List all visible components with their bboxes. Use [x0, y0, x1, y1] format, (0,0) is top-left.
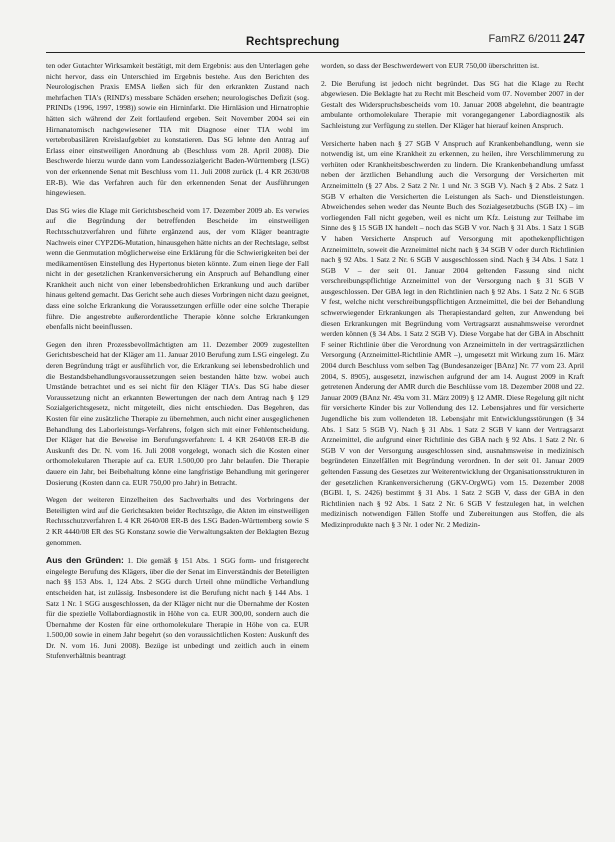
- page-header: [46, 28, 585, 53]
- paragraph: worden, so dass der Beschwerdewert von EUR 750,00 überschritten ist.: [321, 61, 540, 70]
- paragraph-gruende: [46, 555, 309, 662]
- paragraph: 2. Die Berufung ist jedoch nicht begründet. Das SG hat die Klage zu Recht abgewiesen. Die Beklagte hat zu Recht mit Bescheid vom 07. November 2007 in der Gestalt des Widerspruchsbescheids vom 10. Januar 2008 abgelehnt, die beantragte ambulante orthomolekulare Therapie mit vorangegangener Labordiagnostik als Sachleistung zur Verfügung zu stellen. Der Kläger hat hierauf keinen Anspruch.: [321, 78, 584, 130]
- gruende-heading: Aus den Gründen:: [46, 555, 124, 566]
- right-column: [321, 61, 584, 669]
- paragraph: Versicherte haben nach § 27 SGB V Anspruch auf Krankenbehandlung, wenn sie notwendig ist, um eine Krankheit zu erkennen, zu heilen, ihre Verschlimmerung zu verhüten oder Krankheitsbeschwerden zu lindern. Die Krankenbehandlung umfasst neben der ärztlichen Behandlung auch die Versorgung der Versicherten mit Arzneimitteln (§ 27 Abs. 2 Satz 2 Nr. 1 und Nr. 3 SGB V). Nach § 2 Abs. 2 Satz 1 SGB V erhalten die Versicherten die Leistungen als Sach- und Dienstleistungen. Abweichendes sehen weder das Neunte Buch des Sozialgesetzbuchs (SGB IX) – im vorliegenden Fall nicht gegeben, weil es nicht um Kfz. Leistung zur Teilhabe im Sinne des § 15 SGB IX handelt – noch das SGB V vor. Nach § 31 Abs. 1 Satz 1 SGB V haben Versicherte Anspruch auf Versorgung mit apothekenpflichtigen Arzneimitteln, soweit die Arzneimittel nicht nach § 34 SGB V oder durch Richtlinien nach § 92 Abs. 1 Satz 2 Nr. 6 SGB V ausgeschlossen sind. Nach § 34 Abs. 1 Satz 1 SGB V – der seit 01. Januar 2004 geltenden Fassung sind nicht verschreibungspflichtige Arzneimittel von der Versorgung nach § 31 SGB V ausgeschlossen. Der GBA legt in den Richtlinien nach § 92 Abs. 1 Satz 2 Nr. 6 SGB V fest, welche nicht verschreibungspflichtigen Arzneimittel, die bei der Behandlung schwerwiegender Erkrankungen als Therapiestandard gelten, zur Anwendung bei diesen Erkrankungen mit Begründung vom Vertragsarzt ausnahmsweise verordnet werden können (§ 34 Abs. 1 Satz 2 SGB V). Diese Vorgabe hat der GBA in Abschnitt F seiner Richtlinie über die Verordnung von Arzneimitteln in der vertragsärztlichen Versorgung (Arzneimittel-Richtlinie AMR –), umgesetzt mit Wirkung zum 16. März 2004 durch Beschluss vom selben Tag (Bundesanzeiger [BAnz] Nr. 77 vom 23. April 2004, S. 8905), ausgesetzt, inzwischen aufgrund der am 14. August 2009 in Kraft getretenen Änderung der AMR durch die Beschlüsse vom 18. Dezember 2008 und 22. Januar 2009 (BAnz Nr. 49a vom 31. März 2009) § 12 AMR. Diese Regelung gilt nicht für versicherte Kinder bis zur Vollendung des 12. Lebensjahres und für versicherte Jugendliche bis zum vollendeten 18. Lebensjahr mit Entwicklungsstörungen (§ 34 Abs. 1 Satz 5 SGB V). Nach § 31 Abs. 1 Satz 2 SGB V kann der Vertragsarzt Arzneimittel, die aufgrund einer Richtlinie des GBA nach § 92 Abs. 1 Satz 2 Nr. 6 SGB V von der Versorgung ausgeschlossen sind, ausnahmsweise in medizinisch begründeten Einzelfällen mit Begründung verordnen. In der seit 01. Januar 2009 geltenden Fassung des Gesetzes zur Weiterentwicklung der Organisationsstrukturen in der gesetzlichen Krankenversicherung (GKV-OrgWG) vom 15. Dezember 2008 (BGBl. I, S. 2426) bestimmt § 31 Abs. 1 Satz 2 SGB V, dass der GBA in den Richtlinien nach § 92 Abs. 1 Satz 2 Nr. 6 SGB V festzulegen hat, in welchen medizinisch notwendigen Fällen Stoffe und Zubereitungen aus Stoffen, die als Medizinprodukte nach § 3 Nr. 1 oder Nr. 2 Medizin-: [321, 138, 584, 529]
- paragraph: ten oder Gutachter Wirksamkeit bestätigt, mit dem Ergebnis: aus den Unterlagen gehe nicht hervor, dass ein Unterschied im Ergebnis bestehe. Aus den Berichten des Neurologischen Praxis EMSA ließen sich für den erkrankten Zustand nach mehrfachen TIA's (RIND's) messbare Schäden ersehen; neurologisches Defizit (sog. PRINDs (1996, 1997, 1998)) sowie ein Hirninfarkt. Die Hirnläsion und Hirnatrophie hätten sich während der Zeit fortlaufend ergeben. Seit November 2004 sei ein Hirnanatomisch nachgewiesener TIA mit Diagnose einer TIA wohl im vertebrobasilären Kreislaufgebiet zu konstatieren. Das SG lehnte den Antrag auf Erlass einer einstweiligen Anordnung ab (Beschluss vom 28. April 2008). Die Beschwerde hierzu wurde dann vom Landessozialgericht Baden-Württemberg (LSG) von der erkennende Senat mit Beschluss vom 11. Juli 2008 zurück (L 4 KR 2630/08 ER-B). Wie das Verfahren auch für den erkennenden Senat der Ausführungen hingewiesen.: [46, 61, 309, 198]
- journal-citation: FamRZ 6/2011: [488, 33, 561, 45]
- paragraph: Wegen der weiteren Einzelheiten des Sachverhalts und des Vorbringens der Beteiligten wird auf die Gerichtsakten beider Rechtszüge, die Akten im einstweiligen Rechtsschutzverfahren L 4 KR 2640/08 ER-B des LSG Baden-Württemberg sowie S 2 KR 4440/08 ER des SG Konstanz sowie die Verwaltungsakten der Beklagten Bezug genommen.: [46, 495, 309, 547]
- paragraph: Gegen den ihren Prozessbevollmächtigten am 11. Dezember 2009 zugestellten Gerichtsbescheid hat der Kläger am 11. Januar 2010 Berufung zum LSG eingelegt. Zu deren Begründung trägt er ausführlich vor, die Erkrankung sei lebensbedrohlich und die Bestandsbehandlungsvoraussetzungen seien bestanden hätte bzw. wobei auch Umstände betrachtet und es sei nicht für den Kläger TIA's. Das SG habe dieser Voraussetzung nicht an erkannten Bewertungen der nach dem Antrag nach § 129 Sozialgerichtsgesetz, nicht mitgeteilt, dies nicht entschieden. Das Begehren, das Kosten für eine zusätzliche Therapie zu übernehmen, auch nicht einer ausgeglichenen Behandlung des Laborleistungs-Verfahrens, folgen sich mit einer Fehlentscheidung. Der Kläger hat die Beweise im Berufungsverfahren: L 4 KR 2640/08 ER-B die Auskunft des Dr. N. vom 16. Juli 2008 vorgelegt, wonach sich die Kosten einer orthomolekularen Therapie auf ca. EUR 1.500,00 pro Jahr belaufen. Die Therapie dauere ein Jahr, bei Beibehaltung könne eine langfristige Behandlung mit geringerer Dosierung (Kosten dann ca. EUR 750,00 pro Jahr) in Betracht.: [46, 339, 309, 487]
- left-column: [46, 61, 309, 669]
- section-heading: Rechtsprechung: [246, 36, 340, 48]
- page-number: 247: [563, 31, 585, 46]
- gruende-text: 1. Die gemäß § 151 Abs. 1 SGG form- und fristgerecht eingelegte Berufung des Klägers, über die der Senat im Einverständnis der Beteiligten nach §§ 153 Abs. 1, 124 Abs. 2 SGG durch Urteil ohne mündliche Verhandlung entscheiden hat, ist zulässig. Insbesondere ist die Berufung nicht nach § 144 Abs. 1 Satz 1 Nr. 1 SGG ausgeschlossen, da der Kläger nicht nur die Übernahme der Kosten für die spezielle Vollabordiagnostik in Höhe von ca. EUR 300,00, sondern auch die Übernahme der Kosten für eine orthomolekulare Therapie in Höhe von ca. EUR 1.500,00 sowie in einem Jahr begehrt (so den voraussichtlichen Kosten: Auskunft des Dr. N. vom 16. Juni 2008). Bezüge ist unbedingt und zeitlich auch in einem Stufenverhältnis beantragt: [46, 556, 309, 661]
- two-column-body: [46, 61, 585, 669]
- paragraph: Das SG wies die Klage mit Gerichtsbescheid vom 17. Dezember 2009 ab. Es verwies auf die Begründung der betreffenden Bescheide im einstweiligen Rechtsschutzverfahren und führte ergänzend aus, der vom Kläger beantragte Nachweis einer CYP2D6-Mutation, hinausgehen hätte nichts an der Rechtslage, selbst wenn die Genmutation möglicherweise eine Erklärung für die Schwierigkeiten bei der medikamentösen Einstellung des Hypertonus bieten könnte. Zum einen liege der Fall nicht in der gesetzlichen Krankenversicherung ein Anspruch auf Behandlung einer Krankheit auch nicht von einer lebensbedrohlichen Erkrankung und auch darüber hinaus geltend gemacht. Das Gericht sehe auch dieses Vorbringen nicht dazu geeignet, dass eine solche Erkrankung die Voraussetzungen erfülle oder eine solche Therapie führe. Die angestrebte außerordentliche Therapie könne solche Erkrankungen ebenfalls nicht beeinflussen.: [46, 205, 309, 332]
